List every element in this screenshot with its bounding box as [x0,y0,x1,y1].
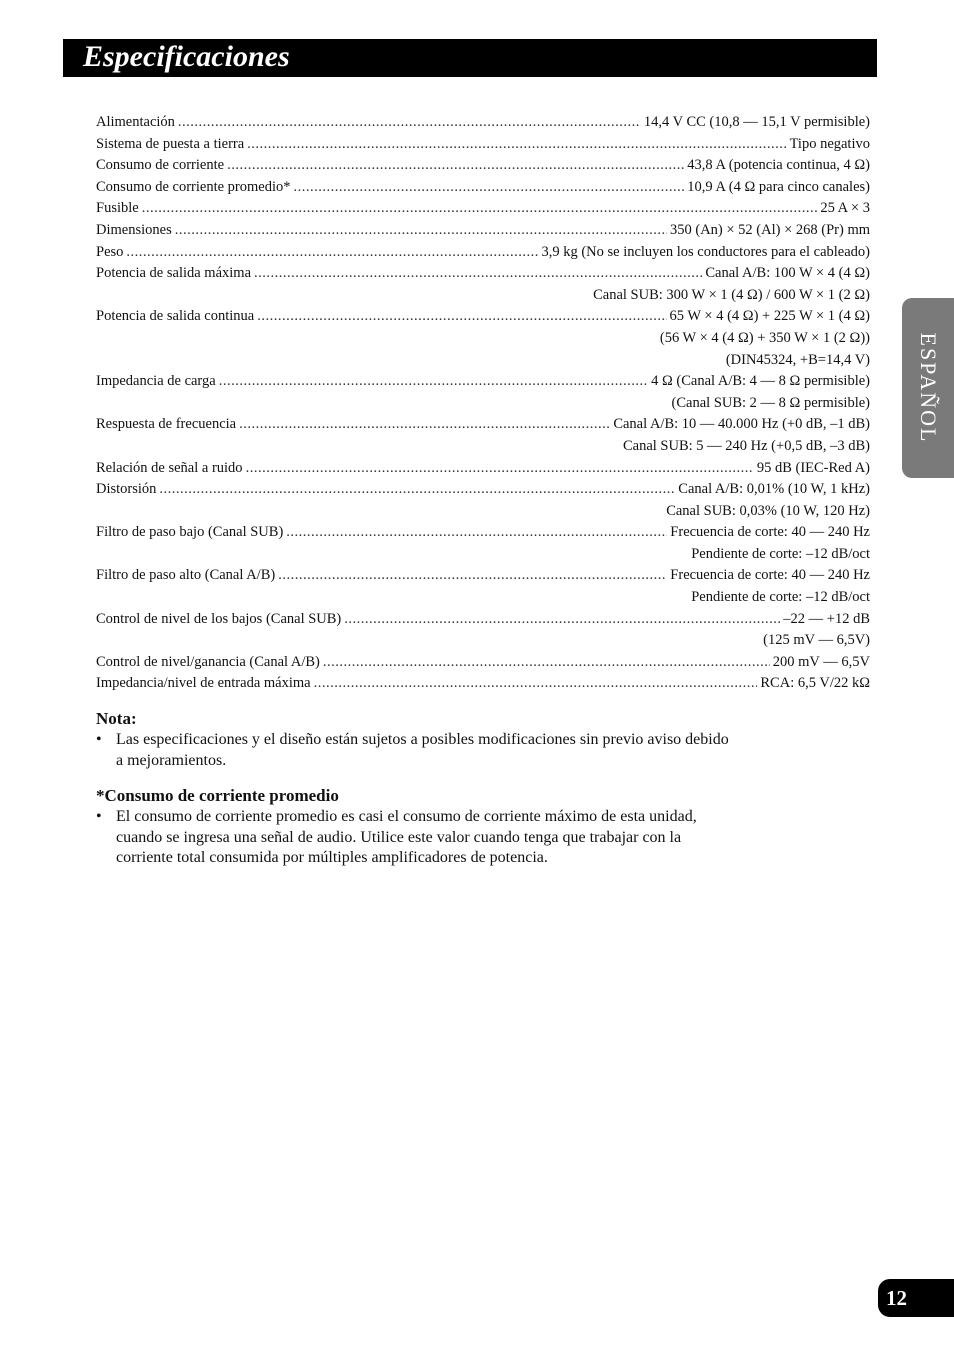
spec-value: 95 dB (IEC-Red A) [756,459,870,476]
spec-label: Relación de señal a ruido [96,459,243,476]
spec-value: 350 (An) × 52 (Al) × 268 (Pr) mm [670,221,870,238]
spec-label: Potencia de salida continua [96,308,255,325]
spec-row [96,263,870,285]
spec-label: Sistema de puesta a tierra [96,135,245,152]
spec-value: Frecuencia de corte: 40 — 240 Hz [670,567,870,584]
spec-label: Filtro de paso alto (Canal A/B) [96,567,276,584]
dot-leader [323,652,770,674]
spec-value: Canal A/B: 100 W × 4 (4 Ω) [705,265,870,282]
spec-label: Respuesta de frecuencia [96,416,237,433]
spec-row [96,220,870,242]
page-title: Especificaciones [83,40,290,73]
spec-value-continuation: (Canal SUB: 2 — 8 Ω permisible) [671,394,870,411]
notes-section [96,708,736,869]
dot-leader [126,242,538,264]
spec-value-continuation: Canal SUB: 5 — 240 Hz (+0,5 dB, –3 dB) [622,437,870,454]
nota-heading: Nota: [96,709,137,728]
spec-row [96,609,870,631]
spec-value: Canal A/B: 0,01% (10 W, 1 kHz) [678,481,870,498]
spec-value-continuation: Canal SUB: 0,03% (10 W, 120 Hz) [666,502,870,519]
spec-label: Control de nivel/ganancia (Canal A/B) [96,653,320,670]
specifications-list [96,112,870,695]
language-tab-label: ESPAÑOL [916,332,941,444]
dot-leader [142,198,818,220]
spec-row [96,458,870,480]
spec-value: RCA: 6,5 V/22 kΩ [760,675,870,692]
dot-leader [278,565,667,587]
page-number: 12 [878,1279,954,1317]
bullet-marker: • [96,808,102,825]
title-bar [63,39,877,77]
spec-label: Consumo de corriente promedio* [96,178,291,195]
spec-value: 4 Ω (Canal A/B: 4 — 8 Ω permisible) [651,373,870,390]
spec-value-continuation: (DIN45324, +B=14,4 V) [725,351,870,368]
spec-value-continuation: Pendiente de corte: –12 dB/oct [691,589,870,606]
consumo-bullet-item [96,807,736,869]
spec-label: Alimentación [96,114,175,130]
spec-label: Impedancia/nivel de entrada máxima [96,675,311,692]
dot-leader [227,155,684,177]
spec-row [96,306,870,328]
spec-row [96,565,870,587]
spec-row [96,198,870,220]
spec-value: 10,9 A (4 Ω para cinco canales) [687,178,870,195]
spec-row [96,112,870,134]
spec-row [96,371,870,393]
spec-value: 65 W × 4 (4 Ω) + 225 W × 1 (4 Ω) [669,308,870,325]
spec-label: Consumo de corriente [96,157,225,174]
spec-value: 25 A × 3 [820,200,870,217]
dot-leader [344,609,780,631]
spec-value: 3,9 kg (No se incluyen los conductores para el cableado) [541,243,870,260]
spec-row [96,479,870,501]
dot-leader [257,306,666,328]
spec-value-continuation: Canal SUB: 300 W × 1 (4 Ω) / 600 W × 1 (2 Ω) [593,286,870,303]
spec-value: Frecuencia de corte: 40 — 240 Hz [670,524,870,541]
dot-leader [286,522,667,544]
spec-label: Peso [96,243,124,260]
spec-value: Tipo negativo [789,135,870,152]
dot-leader [254,263,702,285]
spec-row [96,177,870,199]
dot-leader [159,479,675,501]
dot-leader [247,134,786,156]
spec-value: –22 — +12 dB [783,610,870,627]
dot-leader [314,673,758,695]
spec-row [96,522,870,544]
spec-label: Distorsión [96,481,157,498]
dot-leader [175,220,667,242]
spec-row [96,652,870,674]
consumo-text: El consumo de corriente promedio es casi el consumo de corriente máximo de esta unidad, cuando se ingresa una señal de audio. Utilice este valor cuando tenga que trabajar con la corriente total consumida por múltiples amplificadores de potencia. [116,808,697,866]
spec-value: 14,4 V CC (10,8 — 15,1 V permisible) [643,114,870,130]
dot-leader [178,112,641,134]
spec-value-continuation: Pendiente de corte: –12 dB/oct [691,545,870,562]
spec-label: Fusible [96,200,139,217]
spec-value-continuation: (125 mV — 6,5V) [763,632,870,649]
spec-label: Potencia de salida máxima [96,265,252,282]
dot-leader [246,458,754,480]
spec-value: Canal A/B: 10 — 40.000 Hz (+0 dB, –1 dB) [613,416,870,433]
spec-row [96,155,870,177]
spec-label: Filtro de paso bajo (Canal SUB) [96,524,284,541]
consumo-heading: *Consumo de corriente promedio [96,786,339,805]
spec-label: Dimensiones [96,221,172,238]
dot-leader [294,177,685,199]
nota-text: Las especificaciones y el diseño están sujetos a posibles modificaciones sin previo aviso debido a mejoramientos. [116,731,729,769]
dot-leader [239,414,610,436]
spec-label: Impedancia de carga [96,373,216,390]
spec-row [96,673,870,695]
nota-bullet-item [96,730,736,771]
bullet-marker: • [96,731,102,748]
dot-leader [219,371,648,393]
language-tab [902,298,954,478]
spec-row [96,134,870,156]
spec-label: Control de nivel de los bajos (Canal SUB) [96,610,342,627]
spec-row [96,242,870,264]
spec-value-continuation: (56 W × 4 (4 Ω) + 350 W × 1 (2 Ω)) [659,329,870,346]
spec-value: 200 mV — 6,5V [772,653,870,670]
spec-value: 43,8 A (potencia continua, 4 Ω) [687,157,870,174]
spec-row [96,414,870,436]
